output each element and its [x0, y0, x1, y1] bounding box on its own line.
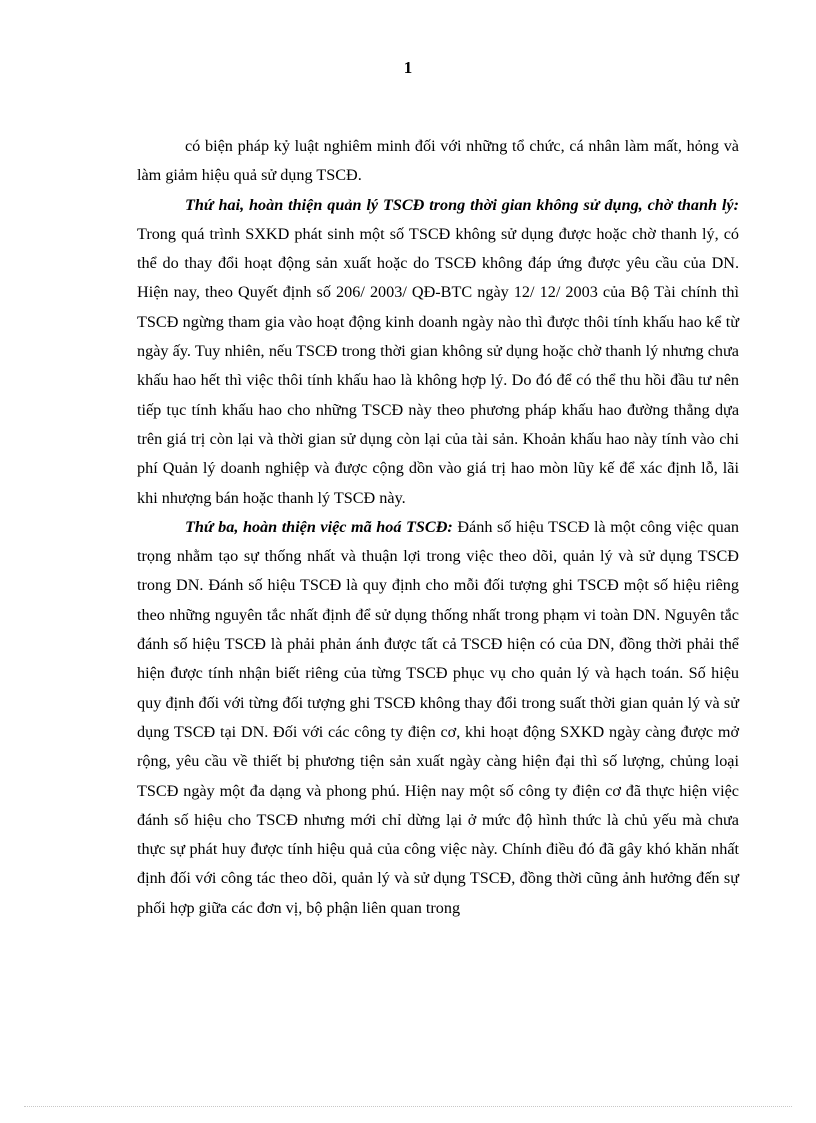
- page-bottom-divider: [24, 1106, 792, 1107]
- paragraph-2: [137, 191, 739, 513]
- paragraph-text: Đánh số hiệu TSCĐ là một công việc quan trọng nhằm tạo sự thống nhất và thuận lợi trong việc theo dõi, quản lý và sử dụng TSCĐ trong DN. Đánh số hiệu TSCĐ là quy định cho mỗi đối tượng ghi TSCĐ một số hiệu riêng theo những nguyên tắc nhất định để sử dụng thống nhất trong phạm vi toàn DN. Nguyên tắc đánh số hiệu TSCĐ là phải phản ánh được tất cả TSCĐ hiện có của DN, đồng thời phải thể hiện được tính nhận biết riêng của từng TSCĐ phục vụ cho quản lý và hạch toán. Số hiệu quy định đối với từng đối tượng ghi TSCĐ không thay đổi trong suất thời gian quản lý và sử dụng TSCĐ tại DN. Đối với các công ty điện cơ, khi hoạt động SXKD ngày càng được mở rộng, yêu cầu về thiết bị phương tiện sản xuất ngày càng hiện đại thì số lượng, chủng loại TSCĐ ngày một đa dạng và phong phú. Hiện nay một số công ty điện cơ đã thực hiện việc đánh số hiệu cho TSCĐ nhưng mới chỉ dừng lại ở mức độ hình thức là chủ yếu mà chưa thực sự phát huy được tính hiệu quả của công việc này. Chính điều đó đã gây khó khăn nhất định đối với công tác theo dõi, quản lý và sử dụng TSCĐ, đồng thời cũng ảnh hưởng đến sự phối hợp giữa các đơn vị, bộ phận liên quan trong: [137, 517, 739, 917]
- paragraph-lead: Thứ ba, hoàn thiện việc mã hoá TSCĐ:: [185, 517, 453, 536]
- paragraph-text: Trong quá trình SXKD phát sinh một số TSCĐ không sử dụng được hoặc chờ thanh lý, có thể do thay đổi hoạt động sản xuất hoặc do TSCĐ không đáp ứng được yêu cầu của DN. Hiện nay, theo Quyết định số 206/ 2003/ QĐ-BTC ngày 12/ 12/ 2003 của Bộ Tài chính thì TSCĐ ngừng tham gia vào hoạt động kinh doanh ngày nào thì được thôi tính khấu hao kể từ ngày ấy. Tuy nhiên, nếu TSCĐ trong thời gian không sử dụng hoặc chờ thanh lý nhưng chưa khấu hao hết thì việc thôi tính khấu hao là không hợp lý. Do đó để có thể thu hồi đầu tư nên tiếp tục tính khấu hao cho những TSCĐ này theo phương pháp khấu hao đường thẳng dựa trên giá trị còn lại và thời gian sử dụng còn lại của tài sản. Khoản khấu hao này tính vào chi phí Quản lý doanh nghiệp và được cộng dồn vào giá trị hao mòn lũy kế để xác định lỗ, lãi khi nhượng bán hoặc thanh lý TSCĐ này.: [137, 224, 739, 507]
- page-number: 1: [403, 58, 413, 77]
- paragraph-text: có biện pháp kỷ luật nghiêm minh đối với những tổ chức, cá nhân làm mất, hỏng và làm giảm hiệu quả sử dụng TSCĐ.: [137, 137, 739, 185]
- paragraph-3: [137, 513, 739, 923]
- paragraph-lead: Thứ hai, hoàn thiện quản lý TSCĐ trong thời gian không sử dụng, chờ thanh lý:: [185, 195, 739, 214]
- paragraph-1: [137, 132, 739, 191]
- body-text: [137, 132, 739, 923]
